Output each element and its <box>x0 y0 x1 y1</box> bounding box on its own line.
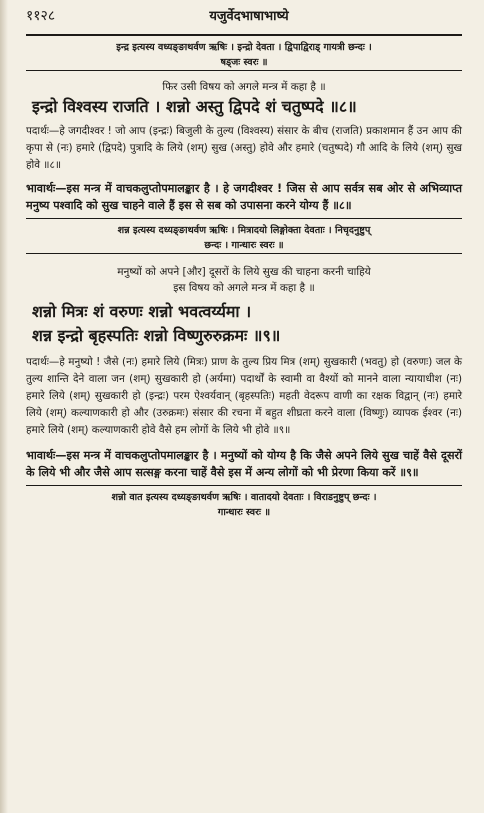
mantra-9-intro-2: इस विषय को अगले मन्त्र में कहा है ॥ <box>173 282 315 294</box>
mantra-8-meta-cont: षड्जः स्वरः ॥ <box>220 57 268 68</box>
mantra-8-meta: इन्द्र इत्यस्य वध्यङ्ङाथर्वण ऋषिः । इन्द्रो देवता । द्विपाद्विराड् गायत्री छन्दः । <box>116 42 372 53</box>
mantra-9-bhavartha: भावार्थः—इस मन्त्र में वाचकलुप्तोपमालङ्कार है । मनुष्यों को योग्य है कि जैसे अपने लिये सुख चाहें वैसे दूसरों के लिये भी और जैसे आप सत्सङ्ग करना चाहें वैसे इस में अन्य लोगों को भी प्रेरणा किया करें ॥९॥ <box>26 449 462 479</box>
mantra-9-meta: शन्न इत्यस्य दध्यङ्ङाथर्वण ऋषिः । मित्रादयो लिङ्गोक्ता देवताः । निचृदनुष्टुप् <box>117 225 371 236</box>
mantra-8-intro: फिर उसी विषय को अगले मन्त्र में कहा है ॥ <box>162 81 326 93</box>
mantra-8-bhavartha: भावार्थः—इस मन्त्र में वाचकलुप्तोपमालङ्कार है । हे जगदीश्वर ! जिस से आप सर्वत्र सब ओर से अभिव्याप्त मनुष्य पश्वादि को सुख चाहने वाले हैं इस से सब को उपासना करने योग्य हैं ॥८॥ <box>26 182 462 212</box>
mantra-8-text: इन्द्रो विश्वस्य राजति । शन्नो अस्तु द्विपदे शं चतुष्पदे ॥८॥ <box>32 97 357 116</box>
mantra-8-padartha: पदार्थः—हे जगदीश्वर ! जो आप (इन्द्रः) बिजुली के तुल्य (विश्वस्य) संसार के बीच (राजति) प्रकाशमान हैं उन आप की कृपा से (नः) हमारे (द्विपदे) पुत्रादि के लिये (शम्) सुख (अस्तु) होवे और हमारे (चतुष्पदे) गौ आदि के लिये (शम्) सुख होवे ॥८॥ <box>26 125 462 171</box>
mantra-9-padartha: पदार्थः—हे मनुष्यो ! जैसे (नः) हमारे लिये (मित्रः) प्राण के तुल्य प्रिय मित्र (शम्) सुखकारी (भवतु) हो (वरुणः) जल के तुल्य शान्ति देने वाला जन (शम्) सुखकारी हो (अर्यमा) पदार्थों के स्वामी वा वैश्यों को मानने वाला न्यायाधीश (नः) हमारे लिये (शम्) सुखकारी हो (इन्द्रः) परम ऐश्वर्यवान् (बृहस्पतिः) महती वेदरूप वाणी का रक्षक विद्वान् (नः) हमारे लिये (शम्) कल्याणकारी हो और (उरुक्रमः) संसार की रचना में बहुत शीघ्रता करने वाला (विष्णुः) व्यापक ईश्वर (नः) हमारे लिये (शम्) कल्याणकारी होवे वैसे हम लोगों के लिये भी होवे ॥९॥ <box>26 356 462 436</box>
section-divider-1 <box>26 218 462 219</box>
running-title: यजुर्वेदभाषाभाष्ये <box>209 9 289 24</box>
mantra-9-intro-1: मनुष्यों को अपने [और] दूसरों के लिये सुख की चाहना करनी चाहिये <box>117 266 371 278</box>
page-header <box>26 6 462 32</box>
header-rule <box>26 34 462 36</box>
mantra-10-meta-cont: गान्धारः स्वरः ॥ <box>217 507 271 518</box>
mantra-9-line-2: शन्न इन्द्रो बृहस्पतिः शन्नो विष्णुरुरुक्रमः ॥९॥ <box>32 326 281 345</box>
mantra-9-line-1: शन्नो मित्रः शं वरुणः शन्नो भवत्वर्य्यमा । <box>32 302 252 321</box>
section-divider-2 <box>26 485 462 486</box>
page-edge-shadow <box>0 0 8 813</box>
mantra-10-meta: शन्नो वात इत्यस्य दध्यङ्ङाथर्वण ऋषिः । वातादयो देवताः । विराडनुष्टुप् छन्दः । <box>111 492 377 503</box>
page-number: ११२८ <box>26 8 56 24</box>
mantra-9-meta-cont: छन्दः । गान्धारः स्वरः ॥ <box>204 240 284 251</box>
